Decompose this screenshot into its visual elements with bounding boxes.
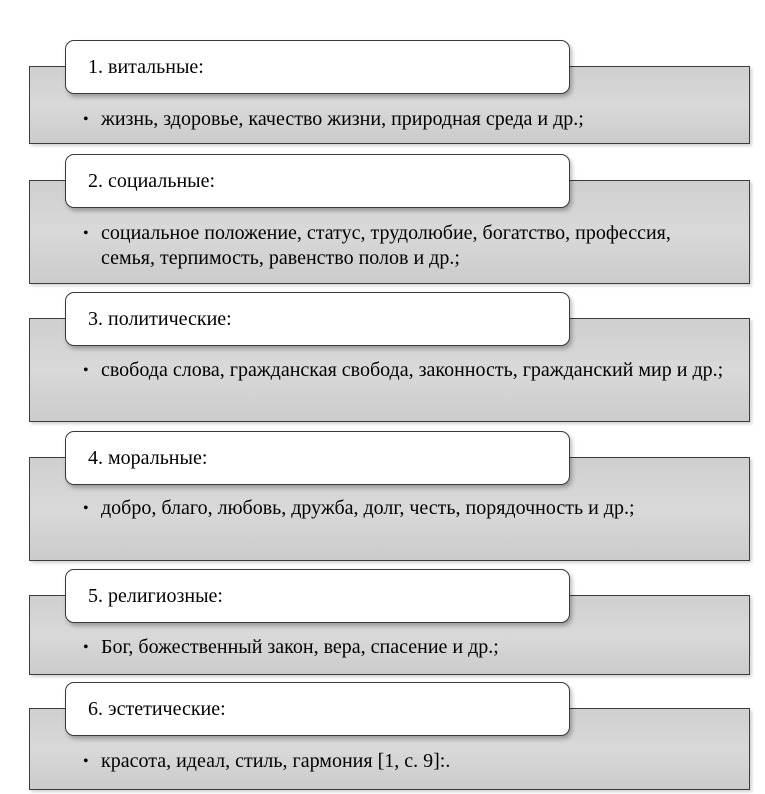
list-item-text: жизнь, здоровье, качество жизни, природная среда и др.; <box>101 108 584 130</box>
list-item-text: Бог, божественный закон, вера, спасение и др.; <box>101 636 499 658</box>
category-header <box>65 431 570 485</box>
category-title: 5. религиозные: <box>88 585 223 607</box>
category-header <box>65 40 570 94</box>
list-item <box>83 358 725 383</box>
category-title: 2. социальные: <box>88 170 216 192</box>
category-items <box>83 749 725 774</box>
list-item <box>83 635 725 660</box>
bullet-icon: • <box>83 639 89 656</box>
list-item-text: добро, благо, любовь, дружба, долг, честь, порядочность и др.; <box>101 497 635 519</box>
list-item <box>83 749 725 774</box>
category-title: 3. политические: <box>88 308 232 330</box>
category-title: 1. витальные: <box>88 56 204 78</box>
category-header <box>65 292 570 346</box>
bullet-icon: • <box>83 500 89 517</box>
list-item-text: красота, идеал, стиль, гармония [1, с. 9]:. <box>101 750 451 772</box>
category-header <box>65 569 570 623</box>
bullet-icon: • <box>83 753 89 770</box>
category-header <box>65 154 570 208</box>
list-item-text: социальное положение, статус, трудолюбие, богатство, профессия, семья, терпимость, равенство полов и др.; <box>101 222 671 269</box>
list-item <box>83 496 725 521</box>
category-items <box>83 496 725 521</box>
list-item <box>83 221 725 271</box>
list-item-text: свобода слова, гражданская свобода, законность, гражданский мир и др.; <box>101 359 724 381</box>
category-header <box>65 682 570 736</box>
bullet-icon: • <box>83 362 89 379</box>
category-title: 6. эстетические: <box>88 698 226 720</box>
category-items <box>83 221 725 271</box>
category-items <box>83 635 725 660</box>
category-items <box>83 107 725 132</box>
list-item <box>83 107 725 132</box>
bullet-icon: • <box>83 225 89 242</box>
bullet-icon: • <box>83 111 89 128</box>
category-items <box>83 358 725 383</box>
category-title: 4. моральные: <box>88 447 208 469</box>
